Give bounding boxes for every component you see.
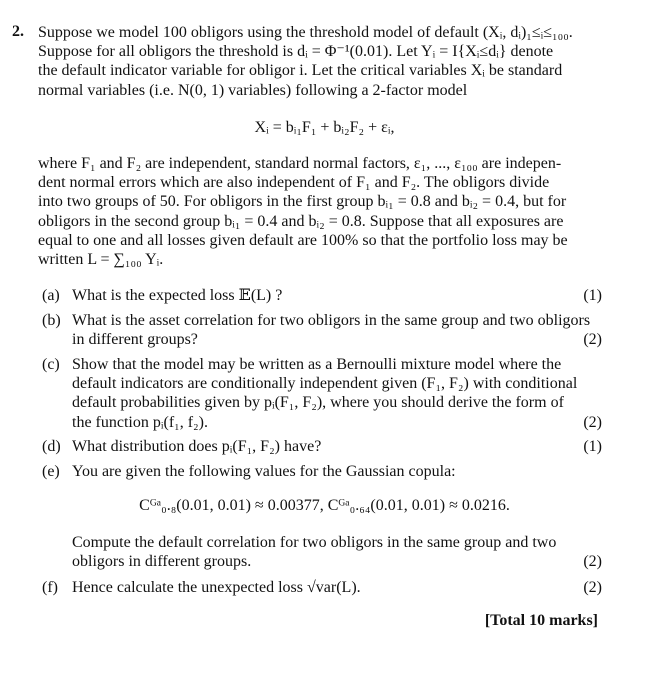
description-line: equal to one and all losses given default are 100% so that the portfolio loss may be bbox=[38, 231, 568, 249]
part-d bbox=[42, 437, 602, 456]
part-marks: (2) bbox=[583, 414, 602, 431]
part-a bbox=[42, 286, 602, 305]
model-equation: Xᵢ = bᵢ₁F₁ + bᵢ₂F₂ + εᵢ, bbox=[254, 119, 395, 136]
question-intro bbox=[38, 23, 600, 100]
question-description bbox=[38, 154, 600, 269]
part-text: default indicators are conditionally independent given (F₁, F₂) with conditional bbox=[72, 375, 578, 393]
part-text: Hence calculate the unexpected loss √var(L). bbox=[72, 579, 361, 596]
part-marks: (1) bbox=[583, 438, 602, 455]
part-text: Compute the default correlation for two obligors in the same group and two bbox=[72, 534, 557, 551]
part-c bbox=[42, 355, 602, 432]
part-b bbox=[42, 311, 602, 349]
part-text: Show that the model may be written as a Bernoulli mixture model where the bbox=[72, 356, 562, 373]
part-marks: (2) bbox=[583, 553, 602, 570]
part-text: What is the asset correlation for two obligors in the same group and two obligors bbox=[72, 312, 591, 329]
intro-line: normal variables (i.e. N(0, 1) variables) following a 2-factor model bbox=[38, 81, 468, 99]
part-text: in different groups? bbox=[72, 331, 198, 349]
part-text: default probabilities given by pᵢ(F₁, F₂), where you should derive the form of bbox=[72, 394, 564, 412]
description-line: into two groups of 50. For obligors in the first group bᵢ₁ = 0.8 and bᵢ₂ = 0.4, but for bbox=[38, 193, 567, 211]
part-label: (a) bbox=[42, 287, 60, 304]
part-text: What distribution does pᵢ(F₁, F₂) have? bbox=[72, 438, 322, 455]
description-line: obligors in the second group bᵢ₁ = 0.4 and bᵢ₂ = 0.8. Suppose that all exposures are bbox=[38, 212, 564, 230]
part-label: (d) bbox=[42, 438, 61, 455]
part-text: What is the expected loss 𝔼(L) ? bbox=[72, 287, 283, 304]
part-text: You are given the following values for the Gaussian copula: bbox=[72, 463, 456, 480]
part-marks: (2) bbox=[583, 579, 602, 596]
part-f bbox=[42, 578, 602, 597]
part-text: obligors in different groups. bbox=[72, 553, 252, 571]
total-marks: [Total 10 marks] bbox=[484, 612, 598, 629]
intro-line: Suppose we model 100 obligors using the threshold model of default (Xᵢ, dᵢ)₁≤ᵢ≤₁₀₀. bbox=[38, 24, 573, 41]
part-label: (c) bbox=[42, 356, 60, 373]
part-label: (e) bbox=[42, 463, 60, 480]
part-e-followup bbox=[42, 533, 602, 571]
part-marks: (2) bbox=[583, 331, 602, 348]
part-label: (b) bbox=[42, 312, 61, 329]
copula-equation: Cᴳᵃ₀.₈(0.01, 0.01) ≈ 0.00377, Cᴳᵃ₀.₆₄(0.01, 0.01) ≈ 0.0216. bbox=[139, 497, 510, 514]
part-text: the function pᵢ(f₁, f₂). bbox=[72, 413, 208, 431]
description-line: where F₁ and F₂ are independent, standard normal factors, ε₁, ..., ε₁₀₀ are indepen- bbox=[38, 155, 562, 172]
intro-line: Suppose for all obligors the threshold is dᵢ = Φ⁻¹(0.01). Let Yᵢ = I{Xᵢ≤dᵢ} denote bbox=[38, 43, 554, 61]
description-line: written L = ∑₁₀₀ Yᵢ. bbox=[38, 251, 164, 269]
question-number: 2. bbox=[12, 23, 24, 40]
intro-line: the default indicator variable for obligor i. Let the critical variables Xᵢ be standard bbox=[38, 62, 563, 80]
description-line: dent normal errors which are also independent of F₁ and F₂. The obligors divide bbox=[38, 174, 550, 192]
part-e bbox=[42, 462, 602, 481]
part-marks: (1) bbox=[583, 287, 602, 304]
part-label: (f) bbox=[42, 579, 58, 596]
